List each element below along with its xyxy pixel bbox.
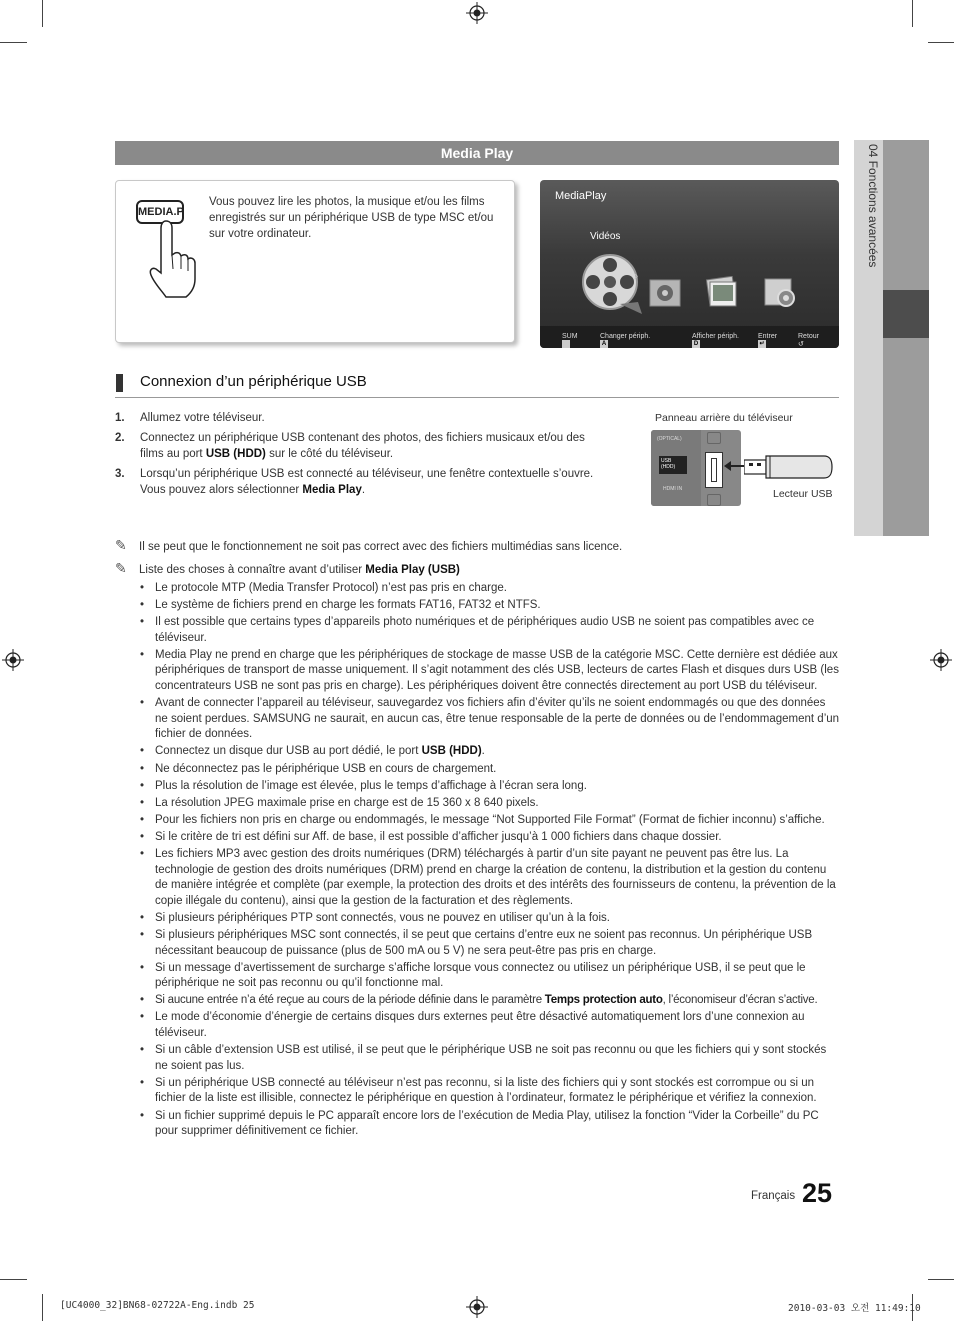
bullet-item: • Si aucune entrée n’a été reçue au cours de la période définie dans le paramètre Temps protection auto, l’économiseur d’écran s’active. bbox=[140, 993, 840, 1009]
usb-device-icon bbox=[562, 340, 570, 348]
bullet-item: • Les fichiers MP3 avec gestion des droits numériques (DRM) téléchargés à partir d’un site payant ne peuvent pas être lus. La technologie de gestion des droits numériques (DRM) prend en charge la création de contenu, la distribution et la gestion du contenu de manière intégrée et complète (par exemple, la protection des droits et des intérêts des fournisseurs de contenu, la prévention de la copie illégale du contenu), ainsi que la gestion de la facturation et des règlements. bbox=[140, 847, 840, 909]
step-item: 2. Connectez un périphérique USB contenant des photos, des fichiers musicaux et/ou des films au port USB (HDD) sur le côté du téléviseur. bbox=[115, 432, 585, 460]
bullet-item: • Si un câble d’extension USB est utilisé, il se peut que le périphérique USB ne soit pas reconnu ou que les fichiers qui y sont stockés ne soient pas lus. bbox=[140, 1043, 840, 1074]
registration-mark-icon bbox=[2, 649, 24, 671]
change-device-hint: A Changer périph. bbox=[600, 333, 651, 347]
bullet-item: • Pour les fichiers non pris en charge ou endommagés, le message “Not Supported File Format” (Format de fichier inconnu) s’affiche. bbox=[140, 813, 840, 829]
registration-mark-icon bbox=[466, 2, 488, 24]
crop-mark bbox=[928, 42, 954, 43]
bullet-item: • Media Play ne prend en charge que les périphériques de stockage de masse USB de la catégorie MSC. Cette dernière est dédiée aux périphériques de transport de masse uniquement. Il s’agit notamment des clés USB, lecteurs de cartes Flash et disques durs USB (les concentrateurs USB ne sont pas pris en charge). Les périphériques doivent être connectés directement au port USB du téléviseur. bbox=[140, 648, 840, 695]
bullet-item: • Le protocole MTP (Media Transfer Protocol) n’est pas pris en charge. bbox=[140, 581, 840, 597]
mediaplay-bottom-bar bbox=[540, 326, 839, 348]
steps-list bbox=[115, 410, 605, 502]
crop-mark bbox=[912, 0, 913, 27]
registration-mark-icon bbox=[930, 649, 952, 671]
note-unlicensed-files: ✎ Il se peut que le fonctionnement ne soit pas correct avec des fichiers multimédias sans licence. bbox=[115, 537, 623, 553]
bullet-item: • Connectez un disque dur USB au port dédié, le port USB (HDD). bbox=[140, 744, 840, 760]
footer-language: Français bbox=[751, 1190, 796, 1202]
bullet-item: • Plus la résolution de l’image est élevée, plus le temps d’affichage à l’écran sera long. bbox=[140, 779, 840, 795]
heading-marker bbox=[116, 374, 123, 392]
bullet-item: • Le système de fichiers prend en charge les formats FAT16, FAT32 et NTFS. bbox=[140, 598, 840, 614]
subsection-heading: Connexion d’un périphérique USB bbox=[140, 373, 367, 390]
mediaplay-title: MediaPlay bbox=[555, 190, 607, 202]
crop-mark bbox=[0, 1279, 27, 1280]
mediaplay-screenshot bbox=[540, 180, 839, 348]
section-title: Media Play bbox=[115, 141, 839, 165]
crop-mark bbox=[42, 0, 43, 27]
bullet-item: • La résolution JPEG maximale prise en charge est de 15 360 x 8 640 pixels. bbox=[140, 796, 840, 812]
bullet-item: • Si plusieurs périphériques PTP sont connectés, vous ne pouvez en utiliser qu’un à la fois. bbox=[140, 911, 840, 927]
step-item: 1. Allumez votre téléviseur. bbox=[115, 412, 265, 424]
crop-mark bbox=[928, 1279, 954, 1280]
step-item: 3. Lorsqu’un périphérique USB est connecté au téléviseur, une fenêtre contextuelle s’ouvre. Vous pouvez alors sélectionner Media Play. bbox=[115, 468, 594, 496]
bullet-item: • Si le critère de tri est défini sur Aff. de base, il est possible d’afficher jusqu’à 1 000 fichiers dans chaque dossier. bbox=[140, 830, 840, 846]
show-device-hint: D Afficher périph. bbox=[692, 333, 739, 347]
bullet-item: • Il est possible que certains types d’appareils photo numériques et de périphériques audio USB ne soient pas compatibles avec ce téléviseur. bbox=[140, 615, 840, 646]
return-icon: ↺ bbox=[798, 341, 804, 348]
bullet-item: • Si un périphérique USB connecté au téléviseur n’est pas reconnu, si la liste des fichiers qui y sont stockés est corrompue ou si un fichier de la liste est illisible, connectez le périphérique en question à l’ordinateur, formatez le périphérique et vérifiez la connexion. bbox=[140, 1076, 840, 1107]
sum-label: SUM bbox=[562, 333, 578, 340]
crop-mark bbox=[42, 1294, 43, 1321]
film-reel-icon bbox=[580, 252, 644, 316]
usb-hdd-port-label: USB (HDD) bbox=[659, 456, 687, 474]
note-pencil-icon: ✎ bbox=[115, 537, 127, 553]
remote-instruction-box bbox=[115, 180, 515, 343]
heading-divider bbox=[115, 397, 839, 398]
crop-mark bbox=[0, 42, 27, 43]
photos-icon bbox=[704, 276, 740, 310]
bullet-item: • Si un message d’avertissement de surcharge s’affiche lorsque vous connectez ou utilisez un périphérique USB, il se peut que le périphérique ne soit pas reconnu ou qu’il fonctionne mal. bbox=[140, 961, 840, 992]
chapter-tab-marker bbox=[883, 290, 929, 338]
registration-mark-icon bbox=[466, 1296, 488, 1318]
mediaplay-selected-label: Vidéos bbox=[590, 231, 621, 242]
note-things-to-know: ✎ Liste des choses à connaître avant d’utiliser Media Play (USB) bbox=[115, 560, 460, 576]
imprint-file: [UC4000_32]BN68-02722A-Eng.indb 25 bbox=[60, 1300, 255, 1311]
bullet-item: • Si plusieurs périphériques MSC sont connectés, il se peut que certains d’entre eux ne soient pas reconnus. Un périphérique USB nécessitant beaucoup de puissance (plus de 500 mA ou 5 V) ne sera peut-être pas pris en charge. bbox=[140, 928, 840, 959]
enter-icon: ↵ bbox=[759, 341, 765, 347]
chevron-right-icon: › bbox=[634, 268, 639, 283]
settings-icon bbox=[762, 276, 798, 310]
optical-port-label: (OPTICAL) bbox=[657, 436, 682, 442]
remote-description: Vous pouvez lire les photos, la musique et/ou les films enregistrés sur un périphérique USB de type MSC et/ou sur votre ordinateur. bbox=[209, 196, 494, 240]
hand-pressing-icon bbox=[148, 219, 204, 299]
bullet-item: • Avant de connecter l’appareil au téléviseur, sauvegardez vos fichiers afin d’éviter qu’ils ne soient endommagés ou que des données ne soient perdues. SAMSUNG ne saurait, en aucun cas, être tenue responsable de la perte de données ou de l’endommagement d’un fichier de données. bbox=[140, 696, 840, 743]
note-pencil-icon: ✎ bbox=[115, 560, 127, 576]
bullet-item: • Ne déconnectez pas le périphérique USB en cours de chargement. bbox=[140, 762, 840, 778]
hdmi-port-label: HDMI IN bbox=[663, 486, 683, 492]
usb-drive-label: Lecteur USB bbox=[773, 488, 833, 500]
music-icon bbox=[648, 276, 684, 310]
back-hint: ↺ Retour bbox=[798, 333, 820, 348]
page-number: 25 bbox=[802, 1178, 833, 1208]
chapter-tab-strip bbox=[883, 140, 929, 536]
usb-drive-icon bbox=[744, 452, 834, 482]
bullet-list bbox=[140, 581, 840, 1141]
imprint-date: 2010-03-03 오전 11:49:10 bbox=[788, 1303, 921, 1314]
enter-hint: ↵ Entrer bbox=[758, 333, 778, 347]
media-p-button: MEDIA.P bbox=[136, 200, 184, 224]
bullet-item: • Le mode d’économie d’énergie de certains disques durs externes peut être désactivé automatiquement lors d’une connexion au téléviseur. bbox=[140, 1010, 840, 1041]
tv-rear-panel-label: Panneau arrière du téléviseur bbox=[655, 412, 793, 424]
chapter-tab-label: 04 Fonctions avancées bbox=[866, 144, 880, 268]
bullet-item: • Si un fichier supprimé depuis le PC apparaît encore lors de l’exécution de Media Play, utilisez la fonction “Vider la Corbeille” du PC pour supprimer définitivement ce fichier. bbox=[140, 1109, 840, 1140]
